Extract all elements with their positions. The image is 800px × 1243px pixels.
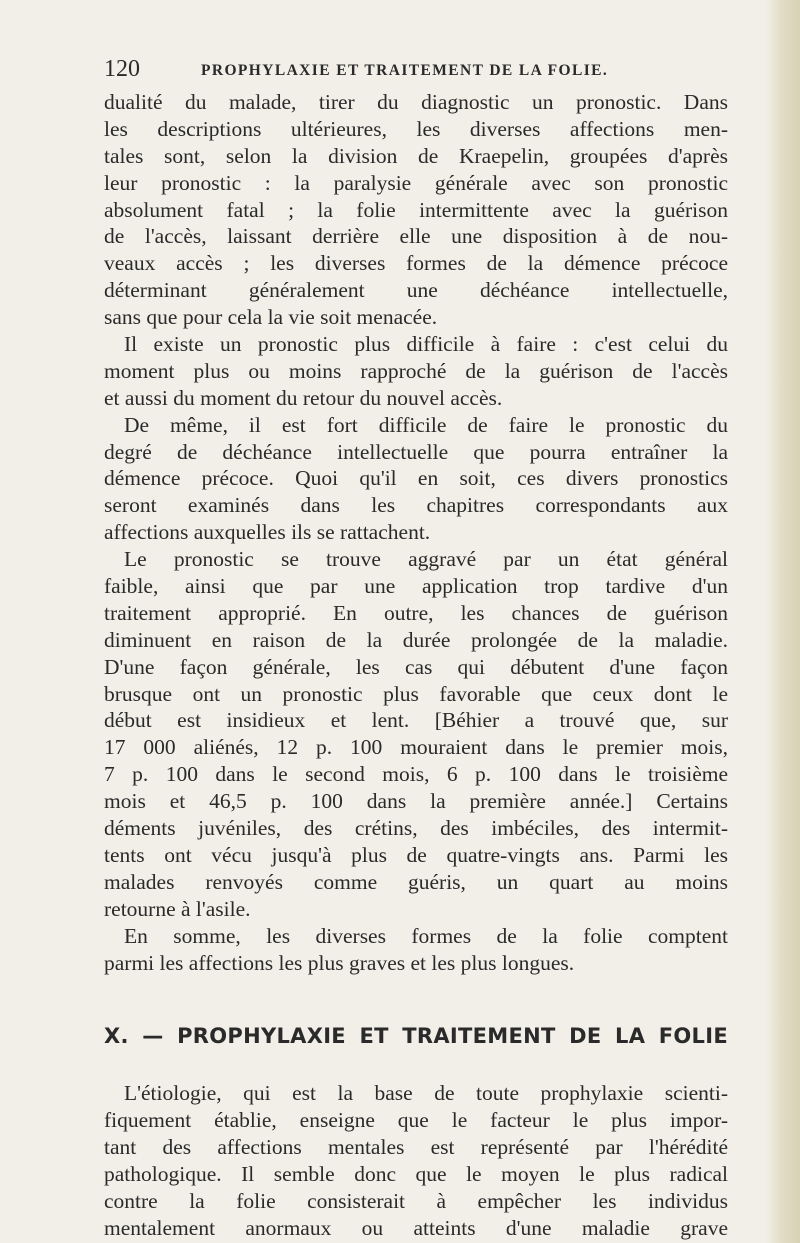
text-line: pathologique. Il semble donc que le moyen le plus radical xyxy=(104,1162,728,1187)
text-line: 17 000 aliénés, 12 p. 100 mouraient dans le premier mois, xyxy=(104,735,728,760)
section-text xyxy=(104,1080,728,1241)
text-line: Le pronostic se trouve aggravé par un état général xyxy=(124,547,728,572)
text-line: 7 p. 100 dans le second mois, 6 p. 100 dans le troisième xyxy=(104,762,728,787)
text-line: seront examinés dans les chapitres correspondants aux xyxy=(104,493,728,518)
text-line: L'étiologie, qui est la base de toute prophylaxie scienti- xyxy=(124,1081,728,1106)
text-line: tents ont vécu jusqu'à plus de quatre-vingts ans. Parmi les xyxy=(104,842,728,867)
text-line: tales sont, selon la division de Kraepelin, groupées d'après xyxy=(104,143,728,168)
text-line: Il existe un pronostic plus difficile à faire : c'est celui du xyxy=(124,332,728,357)
text-line: brusque ont un pronostic plus favorable que ceux dont le xyxy=(104,681,728,706)
text-line: malades renvoyés comme guéris, un quart au moins xyxy=(104,869,728,894)
text-line: faible, ainsi que par une application trop tardive d'un xyxy=(104,574,728,599)
text-line: tant des affections mentales est représenté par l'hérédité xyxy=(104,1135,728,1160)
text-line: degré de déchéance intellectuelle que pourra entraîner la xyxy=(104,439,728,464)
running-head xyxy=(104,52,728,88)
page-number: 120 xyxy=(104,56,140,82)
text-line: déterminant généralement une déchéance intellectuelle, xyxy=(104,278,728,303)
text-line: D'une façon générale, les cas qui débutent d'une façon xyxy=(104,654,728,679)
text-line: contre la folie consisterait à empêcher les individus xyxy=(104,1188,728,1213)
text-line: traitement approprié. En outre, les chances de guérison xyxy=(104,600,728,625)
text-line: dualité du malade, tirer du diagnostic un pronostic. Dans xyxy=(104,90,728,114)
text-line: les descriptions ultérieures, les diverses affections men- xyxy=(104,116,728,141)
text-line: et aussi du moment du retour du nouvel accès. xyxy=(104,385,503,410)
text-line: moment plus ou moins rapproché de la guérison de l'accès xyxy=(104,358,728,383)
text-line: En somme, les diverses formes de la folie comptent xyxy=(124,923,728,948)
text-line: mois et 46,5 p. 100 dans la première année.] Certains xyxy=(104,789,728,814)
text-line: De même, il est fort difficile de faire le pronostic du xyxy=(124,412,728,437)
body-text xyxy=(104,89,728,976)
text-line: début est insidieux et lent. [Béhier a trouvé que, sur xyxy=(104,708,728,733)
text-line: veaux accès ; les diverses formes de la démence précoce xyxy=(104,251,728,276)
text-line: fiquement établie, enseigne que le facteur le plus impor- xyxy=(104,1108,728,1133)
text-line: déments juvéniles, des crétins, des imbéciles, des intermit- xyxy=(104,816,728,841)
page-edge-shadow xyxy=(766,0,800,1243)
text-line: affections auxquelles ils se rattachent. xyxy=(104,520,431,545)
text-line: diminuent en raison de la durée prolongée de la maladie. xyxy=(104,627,728,652)
section-heading: X. — PROPHYLAXIE ET TRAITEMENT DE LA FOLIE xyxy=(104,1024,728,1049)
text-line: mentalement anormaux ou atteints d'une maladie grave xyxy=(104,1215,728,1240)
text-line: démence précoce. Quoi qu'il en soit, ces divers pronostics xyxy=(104,466,728,491)
text-line: sans que pour cela la vie soit menacée. xyxy=(104,305,438,330)
text-line: de l'accès, laissant derrière elle une disposition à de nou- xyxy=(104,224,728,249)
running-title: PROPHYLAXIE ET TRAITEMENT DE LA FOLIE. xyxy=(201,62,609,79)
text-line: retourne à l'asile. xyxy=(104,896,251,921)
text-line: parmi les affections les plus graves et les plus longues. xyxy=(104,950,575,975)
text-line: absolument fatal ; la folie intermittente avec la guérison xyxy=(104,197,728,222)
book-page xyxy=(104,52,728,1242)
text-line: leur pronostic : la paralysie générale avec son pronostic xyxy=(104,170,728,195)
